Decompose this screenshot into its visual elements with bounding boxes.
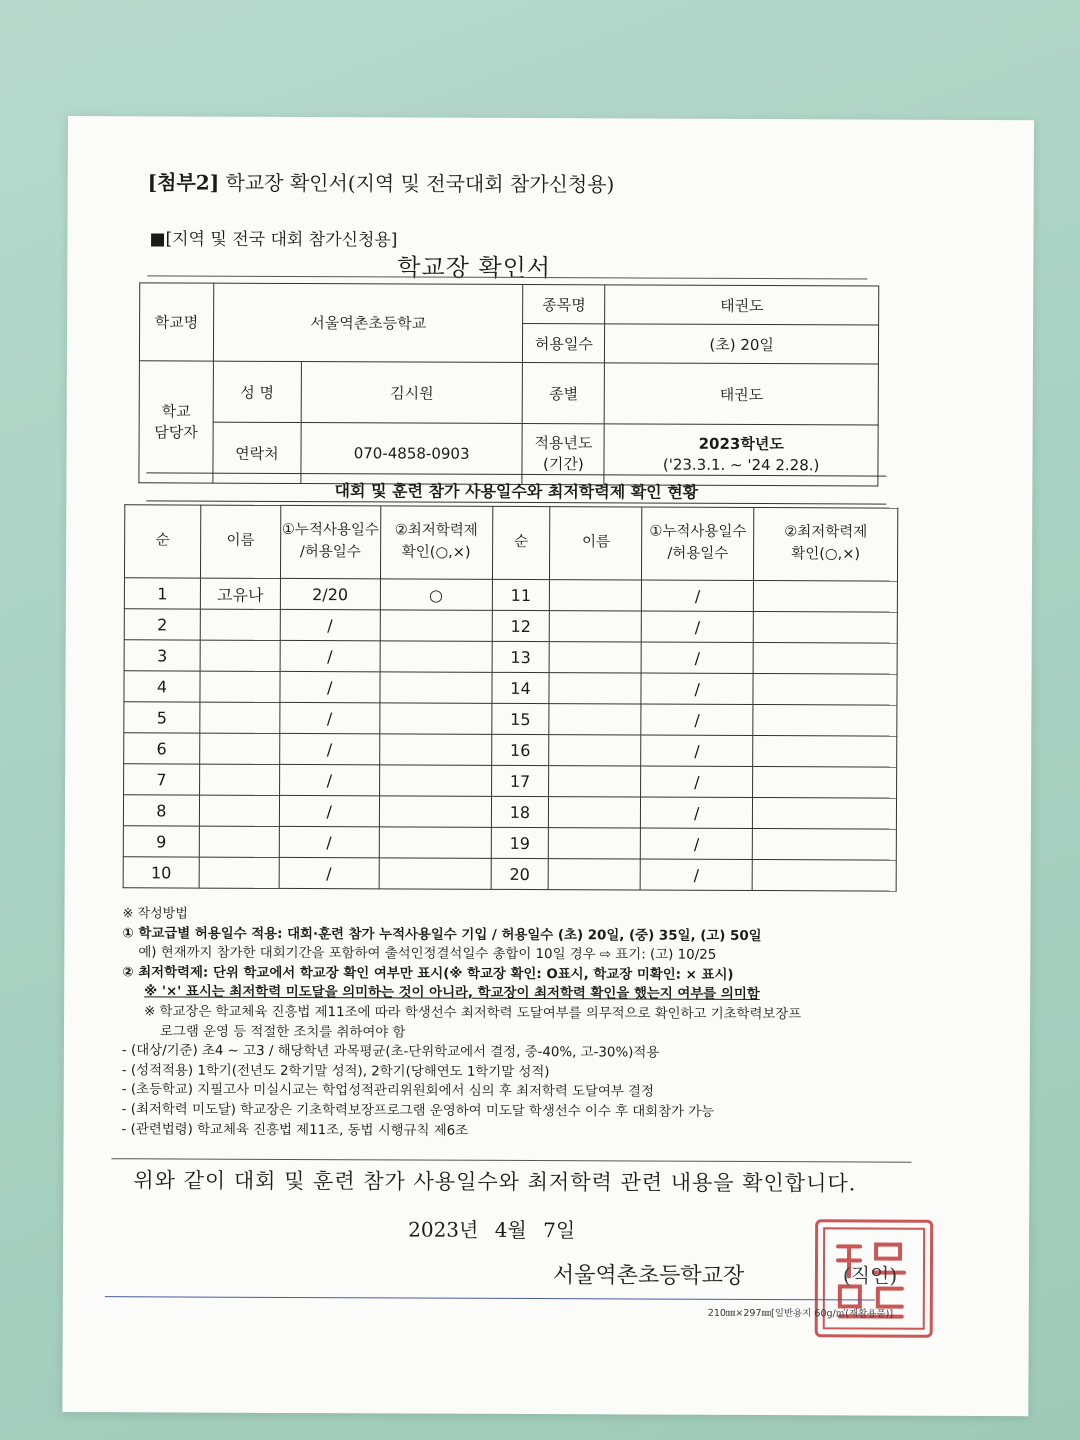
table-row [123,826,896,860]
school-label: 학교명 [139,283,213,361]
table-cell [199,795,279,826]
table-cell [549,735,641,766]
note-2c: 로그램 운영 등 적절한 조치를 취하여야 함 [159,1023,406,1041]
table-cell: 16 [491,734,549,765]
table-cell: / [641,735,753,766]
name-value: 김시원 [301,362,523,424]
table-cell [753,580,897,612]
table-cell: / [280,702,380,733]
detail-1: - (대상/기준) 초4 ~ 고3 / 해당학년 과목평균(초-단위학교에서 결정, 중-40%, 고-30%)적용 [121,1043,660,1061]
table-cell: / [641,704,753,735]
detail-4: - (최저학력 미도달) 학교장은 기초학력보장프로그램 운영하여 미도달 학생선수 이수 후 대회참가 가능 [121,1102,715,1120]
table-row [124,609,897,643]
table-cell: 14 [491,672,549,703]
table-cell: 10 [123,857,199,888]
table-cell [380,641,492,672]
table-row [123,795,896,829]
type-label: 종별 [523,362,605,423]
table-cell [379,703,491,734]
table-cell: / [642,580,754,611]
table-cell [199,764,279,795]
status-title: 대회 및 훈련 참가 사용일수와 최저학력제 확인 현황 [146,472,886,503]
table-cell [753,704,897,736]
table-row [124,671,897,705]
table-cell [380,672,492,703]
table-cell: / [279,764,379,795]
grid-header-cell: 이름 [550,507,642,580]
table-cell [752,859,896,891]
year-value: 2023학년도 [698,434,784,454]
table-cell: 6 [124,733,200,764]
contact-value: 070-4858-0903 [301,423,523,485]
table-cell: / [279,733,379,764]
attachment-heading [148,166,615,197]
table-cell [200,733,280,764]
note-2b: ※ 학교장은 학교체육 진흥법 제11조에 따라 학생선수 최저학력 도달여부를 의무적으로 확인하고 기초학력보장프 [144,1004,802,1023]
table-row [124,733,897,767]
table-cell: 1 [124,578,200,609]
event-label: 종목명 [523,284,605,323]
name-label: 성 명 [213,361,301,422]
table-cell [752,828,896,860]
table-cell: 20 [491,858,549,889]
note-2: ② 최저학력제: 단위 학교에서 학교장 확인 여부만 표시(※ 학교장 확인: O표시, 학교장 미확인: × 표시) [122,965,734,983]
document-date: 2023년 4월 7일 [408,1217,576,1243]
table-cell: / [280,609,380,640]
table-cell [549,766,641,797]
table-cell: 8 [123,795,199,826]
note-1: ① 학교급별 허용일수 적용: 대회·훈련 참가 누적사용일수 기입 / 허용일수 (초) 20일, (중) 35일, (고) 50일 [122,925,762,944]
table-cell: / [641,642,753,673]
table-cell: 13 [492,641,550,672]
table-cell: / [641,797,753,828]
table-cell [549,859,641,890]
grid-header-cell: ②최저학력제 확인(○,×) [754,507,898,581]
table-cell [549,673,641,704]
detail-5: - (관련법령) 학교체육 진흥법 제11조, 동법 시행규칙 제6조 [121,1121,469,1139]
table-cell [200,671,280,702]
table-cell: / [279,795,379,826]
seal-mark: (직인) [842,1263,898,1288]
table-cell: 19 [491,827,549,858]
detail-2: - (성적적용) 1학기(전년도 2학기말 성적), 2학기(당해연도 1학기말 성적) [121,1062,550,1080]
table-cell: 2/20 [280,578,380,609]
event-value: 태권도 [605,285,879,325]
table-cell [753,673,897,705]
info-table [138,282,879,486]
contact-label: 연락처 [213,422,301,483]
table-cell: 3 [124,640,200,671]
table-cell [199,857,279,888]
table-cell: 11 [492,579,550,610]
table-cell: / [279,857,379,888]
table-cell [753,735,897,767]
confirm-divider [111,1158,911,1162]
table-cell: ○ [380,579,492,610]
note-2a: ※ '×' 표시는 최저학력 미도달을 의미하는 것이 아니라, 학교장이 최저학력 확인을 했는지 여부를 의미함 [144,984,760,1003]
table-cell: / [280,640,380,671]
table-cell [550,611,642,642]
note-1-example: 예) 현재까지 참가한 대회기간을 포함하여 출석인정결석일수 총합이 10일 경우 ⇨ 표기: (고) 10/25 [138,945,717,964]
table-row [124,640,897,674]
grid-header-cell: ①누적사용일수 /허용일수 [280,505,380,578]
table-cell [379,858,491,889]
table-row [124,702,897,736]
attachment-title: 학교장 확인서(지역 및 전국대회 참가신청용) [219,170,615,197]
table-cell: 4 [124,671,200,702]
table-cell [200,702,280,733]
table-cell: 17 [491,765,549,796]
year-label: 적용년도 (기간) [522,423,604,484]
period-value: ('23.3.1. ~ '24 2.28.) [662,455,820,475]
table-cell: 2 [124,609,200,640]
table-row [124,764,897,798]
table-cell: / [641,673,753,704]
grid-header-cell: ②최저학력제 확인(○,×) [380,506,492,579]
grid-header-cell: ①누적사용일수 /허용일수 [642,507,754,580]
table-cell: 9 [123,826,199,857]
table-cell [379,827,491,858]
table-cell: / [640,859,752,890]
grid-header-cell: 순 [124,505,200,578]
notes-section [122,904,923,1143]
signer-name: 서울역촌초등학교장 [552,1263,745,1289]
table-cell: 7 [124,764,200,795]
sub-header: ■[지역 및 전국 대회 참가신청용] [149,229,398,251]
table-cell: / [641,766,753,797]
attachment-prefix: [첨부2] [147,170,220,195]
table-cell [379,796,491,827]
grid-header-cell: 이름 [200,505,280,578]
table-cell [549,797,641,828]
confirm-statement: 위와 같이 대회 및 훈련 참가 사용일수와 최저학력 관련 내용을 확인합니다. [133,1168,857,1196]
table-cell [379,734,491,765]
table-cell: / [642,611,754,642]
table-row [124,578,897,612]
table-cell [200,609,280,640]
days-label: 허용일수 [523,323,605,362]
table-cell [199,826,279,857]
table-cell: / [279,826,379,857]
table-cell [753,766,897,798]
table-cell [550,580,642,611]
table-row [123,857,896,891]
detail-3: - (초등학교) 지필고사 미실시교는 학업성적관리위원회에서 심의 후 최저학력 도달여부 결정 [121,1082,654,1100]
table-cell: / [641,828,753,859]
notes-heading: ※ 작성방법 [122,906,188,922]
footer-divider [105,1296,875,1300]
paper-spec-note: 210㎜×297㎜[일반용지 60g/㎡(재활용품)] [707,1307,894,1320]
table-cell [379,765,491,796]
school-value: 서울역촌초등학교 [213,283,523,362]
table-cell: 고유나 [200,578,280,609]
table-cell [753,611,897,643]
table-cell [753,797,897,829]
table-cell: / [280,671,380,702]
grid-header-row [124,505,897,581]
document-title: 학교장 확인서 [397,253,552,283]
days-value: (초) 20일 [605,324,879,364]
table-cell: 15 [491,703,549,734]
staff-label: 학교 담당자 [139,361,213,483]
document-paper [62,116,1034,1416]
status-grid [123,504,899,891]
table-cell [380,610,492,641]
table-cell: 12 [492,610,550,641]
table-cell [549,704,641,735]
table-cell: 18 [491,796,549,827]
table-cell [200,640,280,671]
table-cell [550,642,642,673]
table-cell: 5 [124,702,200,733]
table-cell [549,828,641,859]
table-cell [753,642,897,674]
grid-header-cell: 순 [492,506,550,579]
type-value: 태권도 [604,363,878,425]
